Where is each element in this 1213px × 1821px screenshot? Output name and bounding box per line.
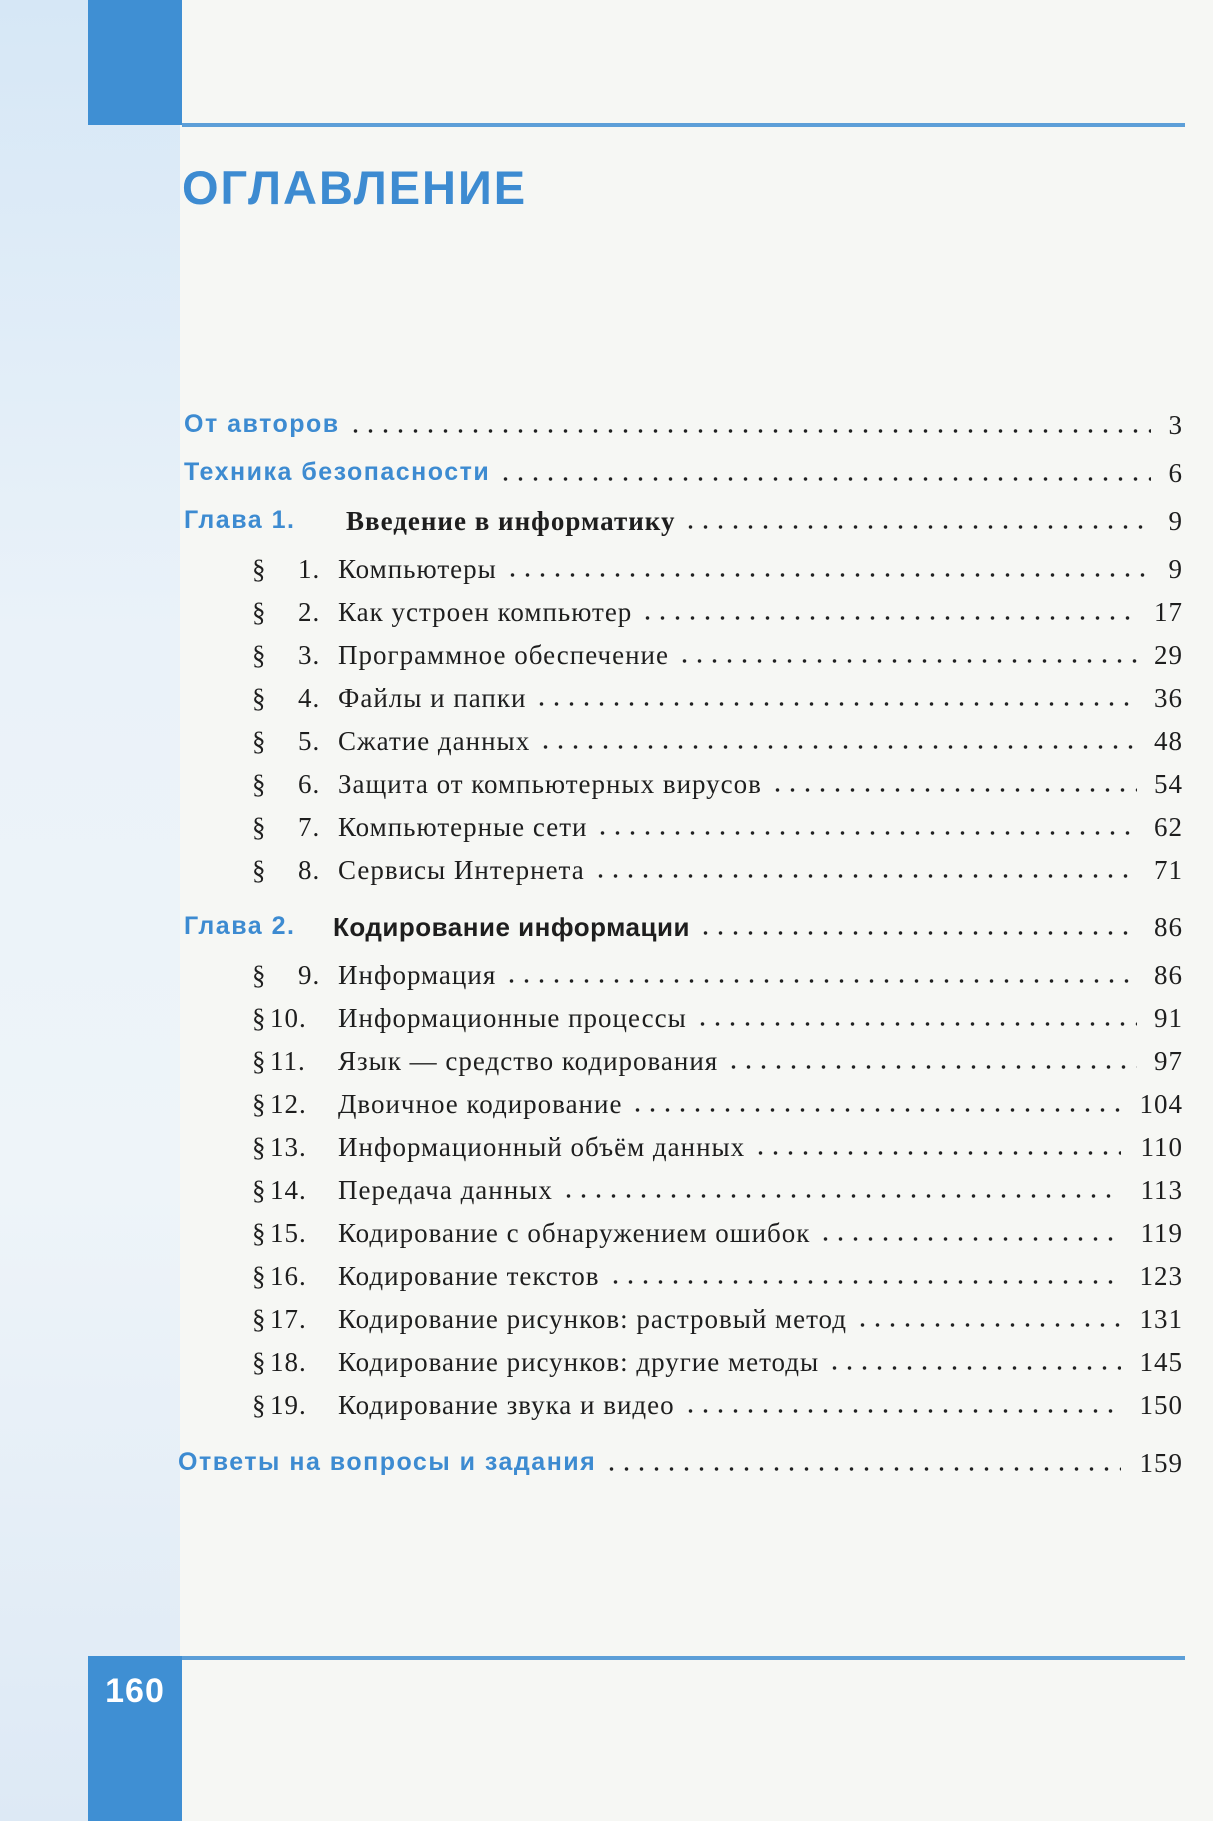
toc-entry [0, 506, 1213, 540]
toc-page-number: 91 [1154, 1003, 1183, 1033]
section-number: 19. [270, 1390, 307, 1420]
left-margin-band [0, 0, 180, 1821]
section-title: Двоичное кодирование [338, 1089, 623, 1119]
toc-page-number: 48 [1154, 726, 1183, 756]
toc-entry [0, 1132, 1213, 1166]
toc-entry [0, 1089, 1213, 1123]
section-number: 3. [298, 640, 321, 670]
section-title: Передача данных [338, 1175, 553, 1205]
toc-entry [0, 1448, 1213, 1482]
toc-page-number: 36 [1154, 683, 1183, 713]
toc-page-number: 86 [1154, 960, 1183, 990]
leader-dots [683, 1390, 1121, 1414]
leader-dots [595, 812, 1137, 836]
section-title: Информационный объём данных [338, 1132, 746, 1162]
leader-dots [348, 410, 1151, 434]
section-number: 5. [298, 726, 321, 756]
section-number: 15. [270, 1218, 307, 1248]
toc-page-number: 113 [1140, 1175, 1183, 1205]
section-number: 7. [298, 812, 321, 842]
leader-dots [770, 769, 1137, 793]
section-number: 14. [270, 1175, 307, 1205]
toc-page-number: 29 [1154, 640, 1183, 670]
toc-entry [0, 855, 1213, 889]
top-color-strip [88, 0, 182, 125]
toc-entry [0, 1003, 1213, 1037]
section-number: 18. [270, 1347, 307, 1377]
toc-page-number: 119 [1140, 1218, 1183, 1248]
section-sign: § [252, 812, 267, 842]
section-sign: § [252, 683, 267, 713]
toc-page-number: 6 [1168, 458, 1183, 488]
section-sign: § [252, 1089, 267, 1119]
section-title: Кодирование с обнаружением ошибок [338, 1218, 811, 1248]
section-title: Информационные процессы [338, 1003, 687, 1033]
section-title: Компьютерные сети [338, 812, 588, 842]
toc-entry [0, 726, 1213, 760]
leader-dots [504, 960, 1137, 984]
toc-entry [0, 640, 1213, 674]
section-number: 2. [298, 597, 321, 627]
toc-entry [0, 1261, 1213, 1295]
toc-page-number: 9 [1168, 554, 1183, 584]
toc-page-number: 145 [1139, 1347, 1183, 1377]
section-title: Файлы и папки [338, 683, 527, 713]
toc-entry [0, 1390, 1213, 1424]
section-sign: § [252, 554, 267, 584]
toc-entry [0, 597, 1213, 631]
toc-entry [0, 458, 1213, 492]
chapter-title: Кодирование информации [333, 912, 690, 942]
toc-page-number: 17 [1154, 597, 1183, 627]
section-title: Кодирование рисунков: другие методы [338, 1347, 820, 1377]
section-title: Программное обеспечение [338, 640, 669, 670]
page-title: ОГЛАВЛЕНИЕ [182, 161, 528, 214]
toc-page-number: 150 [1139, 1390, 1183, 1420]
section-title: Защита от компьютерных вирусов [338, 769, 762, 799]
section-sign: § [252, 855, 267, 885]
leader-dots [855, 1304, 1121, 1328]
section-sign: § [252, 1390, 267, 1420]
section-title: Информация [338, 960, 497, 990]
toc-page-number: 123 [1139, 1261, 1183, 1291]
toc-front-label: Ответы на вопросы и задания [178, 1448, 597, 1476]
section-title: Кодирование рисунков: растровый метод [338, 1304, 848, 1334]
toc-entry [0, 769, 1213, 803]
section-sign: § [252, 1304, 267, 1334]
toc-page-number: 131 [1139, 1304, 1183, 1334]
leader-dots [698, 912, 1137, 936]
toc-entry [0, 683, 1213, 717]
section-sign: § [252, 1046, 267, 1076]
toc-page-number: 110 [1140, 1132, 1183, 1162]
toc-page-number: 71 [1154, 855, 1183, 885]
bottom-rule [182, 1656, 1185, 1660]
section-title: Кодирование звука и видео [338, 1390, 675, 1420]
section-sign: § [252, 1218, 267, 1248]
toc-entry [0, 410, 1213, 444]
toc-page-number: 62 [1154, 812, 1183, 842]
toc-entry [0, 554, 1213, 588]
section-sign: § [252, 1261, 267, 1291]
toc-entry [0, 912, 1213, 946]
section-number: 1. [298, 554, 321, 584]
toc-front-label: Техника безопасности [184, 458, 491, 486]
section-number: 12. [270, 1089, 307, 1119]
toc-entry [0, 1046, 1213, 1080]
chapter-number: Глава 1. [184, 506, 296, 534]
chapter-number: Глава 2. [184, 912, 296, 940]
section-number: 4. [298, 683, 321, 713]
leader-dots [561, 1175, 1121, 1199]
leader-dots [630, 1089, 1121, 1113]
section-number: 11. [270, 1046, 306, 1076]
toc-page-number: 86 [1154, 912, 1183, 942]
leader-dots [695, 1003, 1137, 1027]
leader-dots [753, 1132, 1121, 1156]
section-title: Кодирование текстов [338, 1261, 600, 1291]
leader-dots [726, 1046, 1137, 1070]
toc-page-number: 97 [1154, 1046, 1183, 1076]
leader-dots [640, 597, 1137, 621]
top-rule [182, 123, 1185, 127]
page-number: 160 [105, 1672, 165, 1710]
section-number: 10. [270, 1003, 307, 1033]
toc-entry [0, 1218, 1213, 1252]
toc-entry [0, 960, 1213, 994]
toc-entry [0, 1304, 1213, 1338]
section-sign: § [252, 769, 267, 799]
leader-dots [593, 855, 1137, 879]
section-title: Как устроен компьютер [338, 597, 633, 627]
section-number: 16. [270, 1261, 307, 1291]
toc-entry [0, 1347, 1213, 1381]
section-sign: § [252, 1347, 267, 1377]
toc-entry [0, 1175, 1213, 1209]
toc-page-number: 3 [1168, 410, 1183, 440]
section-sign: § [252, 960, 267, 990]
leader-dots [538, 726, 1137, 750]
leader-dots [683, 506, 1151, 530]
section-title: Сжатие данных [338, 726, 531, 756]
section-sign: § [252, 1175, 267, 1205]
section-number: 6. [298, 769, 321, 799]
section-number: 13. [270, 1132, 307, 1162]
section-number: 17. [270, 1304, 307, 1334]
toc-page-number: 159 [1139, 1448, 1183, 1478]
leader-dots [534, 683, 1137, 707]
chapter-title: Введение в информатику [346, 506, 676, 536]
section-title: Язык — средство кодирования [338, 1046, 719, 1076]
section-sign: § [252, 1132, 267, 1162]
toc-page-number: 9 [1168, 506, 1183, 536]
section-title: Компьютеры [338, 554, 497, 584]
leader-dots [608, 1261, 1121, 1285]
leader-dots [827, 1347, 1121, 1371]
toc-front-label: От авторов [184, 410, 340, 438]
leader-dots [498, 458, 1151, 482]
leader-dots [677, 640, 1137, 664]
section-number: 9. [298, 960, 321, 990]
section-sign: § [252, 726, 267, 756]
section-title: Сервисы Интернета [338, 855, 585, 885]
toc-page-number: 104 [1139, 1089, 1183, 1119]
leader-dots [505, 554, 1151, 578]
section-sign: § [252, 640, 267, 670]
toc-page-number: 54 [1154, 769, 1183, 799]
section-sign: § [252, 1003, 267, 1033]
leader-dots [604, 1448, 1121, 1472]
section-number: 8. [298, 855, 321, 885]
toc-entry [0, 812, 1213, 846]
leader-dots [818, 1218, 1121, 1242]
section-sign: § [252, 597, 267, 627]
